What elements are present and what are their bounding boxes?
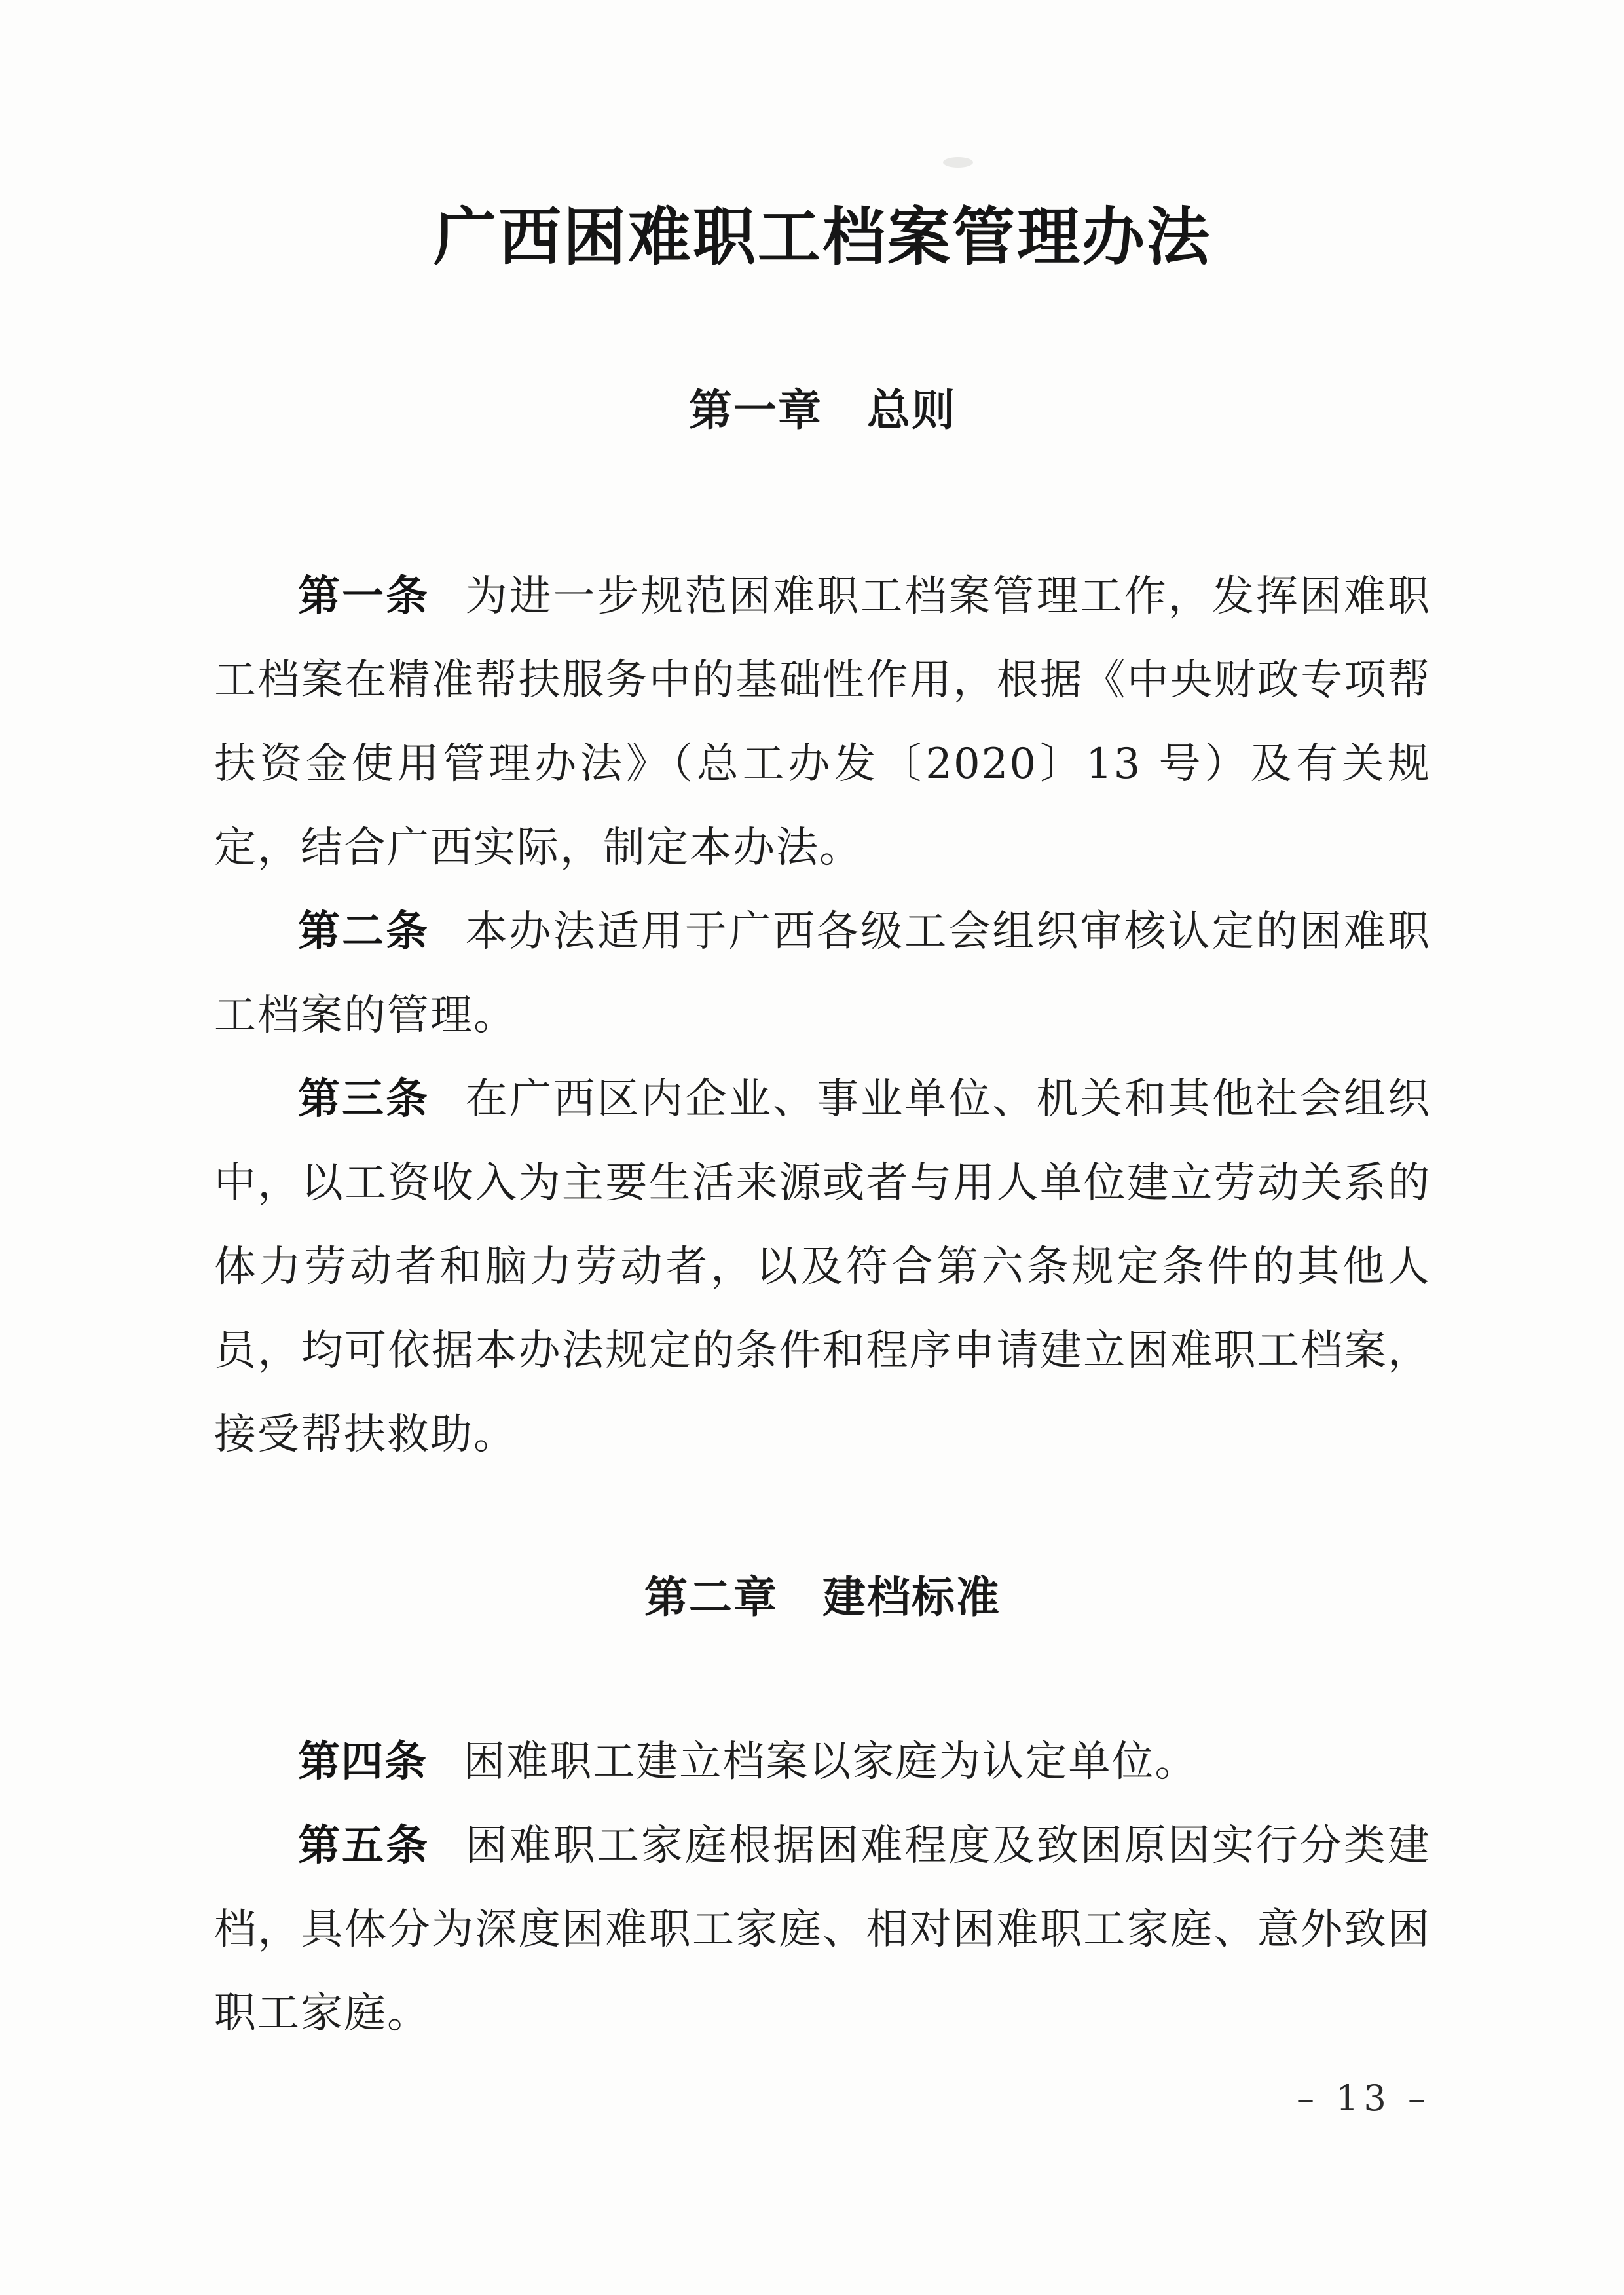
chapter-1-heading: 第一章 总则 <box>689 384 956 435</box>
article-5 <box>214 1804 1431 2055</box>
article-2-text: 本办法适用于广西各级工会组织审核认定的困难职工档案的管理。 <box>214 907 1431 1040</box>
article-4-text: 困难职工建立档案以家庭为认定单位。 <box>463 1737 1198 1786</box>
article-5-text: 困难职工家庭根据困难程度及致困原因实行分类建档，具体分为深度困难职工家庭、相对困难职工家庭、意外致困职工家庭。 <box>214 1821 1431 2038</box>
article-1-number: 第一条 <box>298 572 430 621</box>
article-3-number: 第三条 <box>298 1074 430 1124</box>
chapter-2-body <box>214 1720 1431 2055</box>
chapter-1-body <box>214 555 1431 1477</box>
article-5-number: 第五条 <box>298 1821 430 1870</box>
document-title: 广西困难职工档案管理办法 <box>434 200 1211 274</box>
article-4-number: 第四条 <box>298 1737 428 1786</box>
article-2-number: 第二条 <box>298 907 430 956</box>
scan-artifact <box>943 157 973 168</box>
chapter-2-heading: 第二章 建档标准 <box>644 1571 1001 1623</box>
article-3 <box>214 1057 1431 1477</box>
article-4 <box>214 1720 1431 1804</box>
article-1-text: 为进一步规范困难职工档案管理工作，发挥困难职工档案在精准帮扶服务中的基础性作用，根据《中央财政专项帮扶资金使用管理办法》（总工办发〔2020〕13 号）及有关规定，结合广西实际，制定本办法。 <box>214 572 1431 872</box>
article-2 <box>214 890 1431 1057</box>
page-number: – 13 – <box>1296 2077 1431 2119</box>
article-3-text: 在广西区内企业、事业单位、机关和其他社会组织中，以工资收入为主要生活来源或者与用人单位建立劳动关系的体力劳动者和脑力劳动者，以及符合第六条规定条件的其他人员，均可依据本办法规定的条件和程序申请建立困难职工档案，接受帮扶救助。 <box>214 1074 1431 1459</box>
article-1 <box>214 555 1431 890</box>
